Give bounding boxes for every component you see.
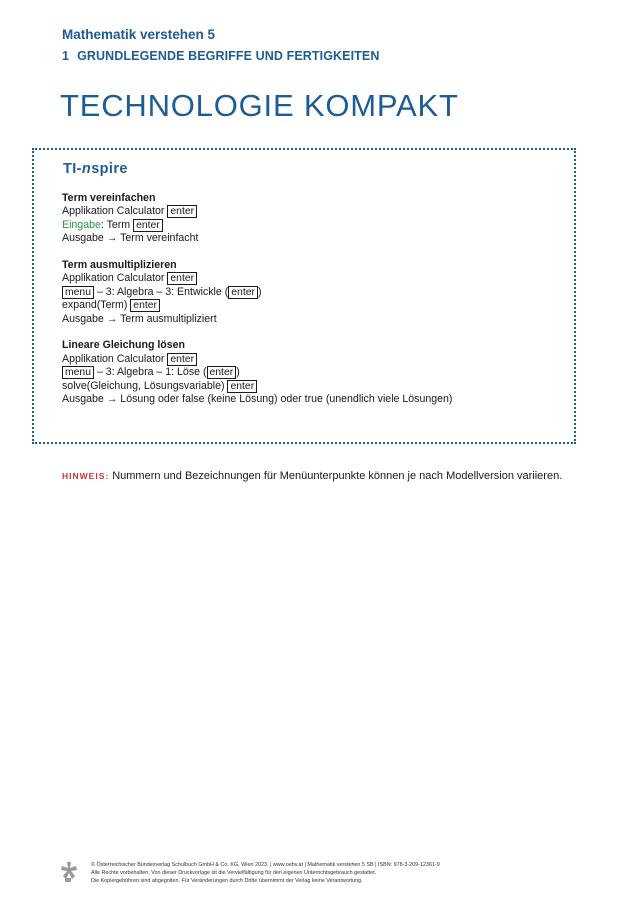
box-content [62,192,452,420]
instruction-text: : Term [100,218,134,231]
enter-key: enter [167,353,197,366]
chapter-heading [62,49,379,63]
instruction-text: – 3: Algebra – 3: Entwickle ( [94,285,229,298]
chapter-number: 1 [62,49,70,63]
note-label: HINWEIS: [62,471,110,481]
instruction-line: Ausgabe → Term vereinfacht [62,232,199,245]
instruction-line: Ausgabe → Term ausmultipliziert [62,312,217,325]
box-heading [63,161,128,177]
instruction-text: solve(Gleichung, Lösungsvariable) [62,379,228,392]
instruction-line [62,286,452,299]
instruction-text: ) [236,366,240,379]
instruction-line [62,299,452,312]
enter-key: enter [167,272,197,285]
instruction-line [62,380,452,393]
instruction-text: Applikation Calculator [62,352,168,365]
instruction-line [62,272,452,285]
section-title: Term ausmultiplizieren [62,259,177,272]
section-title: Term vereinfachen [62,192,156,204]
instruction-text: expand(Term) [62,299,131,312]
note [62,470,562,482]
instruction-text: ) [257,285,262,298]
instruction-line: Ausgabe → Lösung oder false (keine Lösung) oder true (unendlich viele Lösungen) [62,393,453,406]
instruction-line [62,353,452,366]
enter-key: enter [207,366,237,379]
section-term-vereinfachen [62,192,452,246]
page-title: TECHNOLOGIE KOMPAKT [60,88,459,123]
menu-key: menu [62,286,94,299]
footer-line: © Österreichischer Bundesverlag Schulbuch GmbH & Co. KG, Wien 2023. | www.oebv.at | Mathematik verstehen 5 SB | ISBN: 978-3-209-12361-9 [91,862,440,868]
enter-key: enter [227,380,257,393]
input-label: Eingabe [62,218,101,231]
instruction-line [62,219,452,232]
enter-key: enter [133,219,163,232]
footer-line: Alle Rechte vorbehalten. Von dieser Druckvorlage ist die Vervielfältigung für den eigenen Unterrichtsgebrauch gestattet. [91,870,377,876]
menu-key: menu [62,366,94,379]
instruction-line [62,366,452,379]
enter-key: enter [228,286,258,299]
footer-line: Die Kopiergebühren sind abgegolten. Für Veränderungen durch Dritte übernimmt der Verlag keine Verantwortung. [91,878,363,884]
footer-copyright [91,861,440,885]
instruction-line [62,205,452,218]
enter-key: enter [167,205,197,218]
section-title: Lineare Gleichung lösen [62,339,186,352]
section-term-ausmultiplizieren [62,259,452,326]
section-lineare-gleichung-loesen [62,339,452,406]
instruction-text: – 3: Algebra – 1: Löse ( [94,366,207,379]
chapter-title: GRUNDLEGENDE BEGRIFFE UND FERTIGKEITEN [77,49,380,63]
box-heading-prefix: TI- [63,161,82,177]
publisher-logo-icon [60,861,78,883]
box-heading-suffix: spire [91,161,128,177]
box-heading-italic: n [81,161,92,177]
book-title: Mathematik verstehen 5 [62,27,216,42]
instruction-text: Applikation Calculator [62,272,168,285]
technology-box [32,148,576,444]
instruction-text: Applikation Calculator [62,205,168,218]
enter-key: enter [130,299,160,312]
note-text: Nummern und Bezeichnungen für Menüunterpunkte können je nach Modellversion variieren. [112,470,563,482]
